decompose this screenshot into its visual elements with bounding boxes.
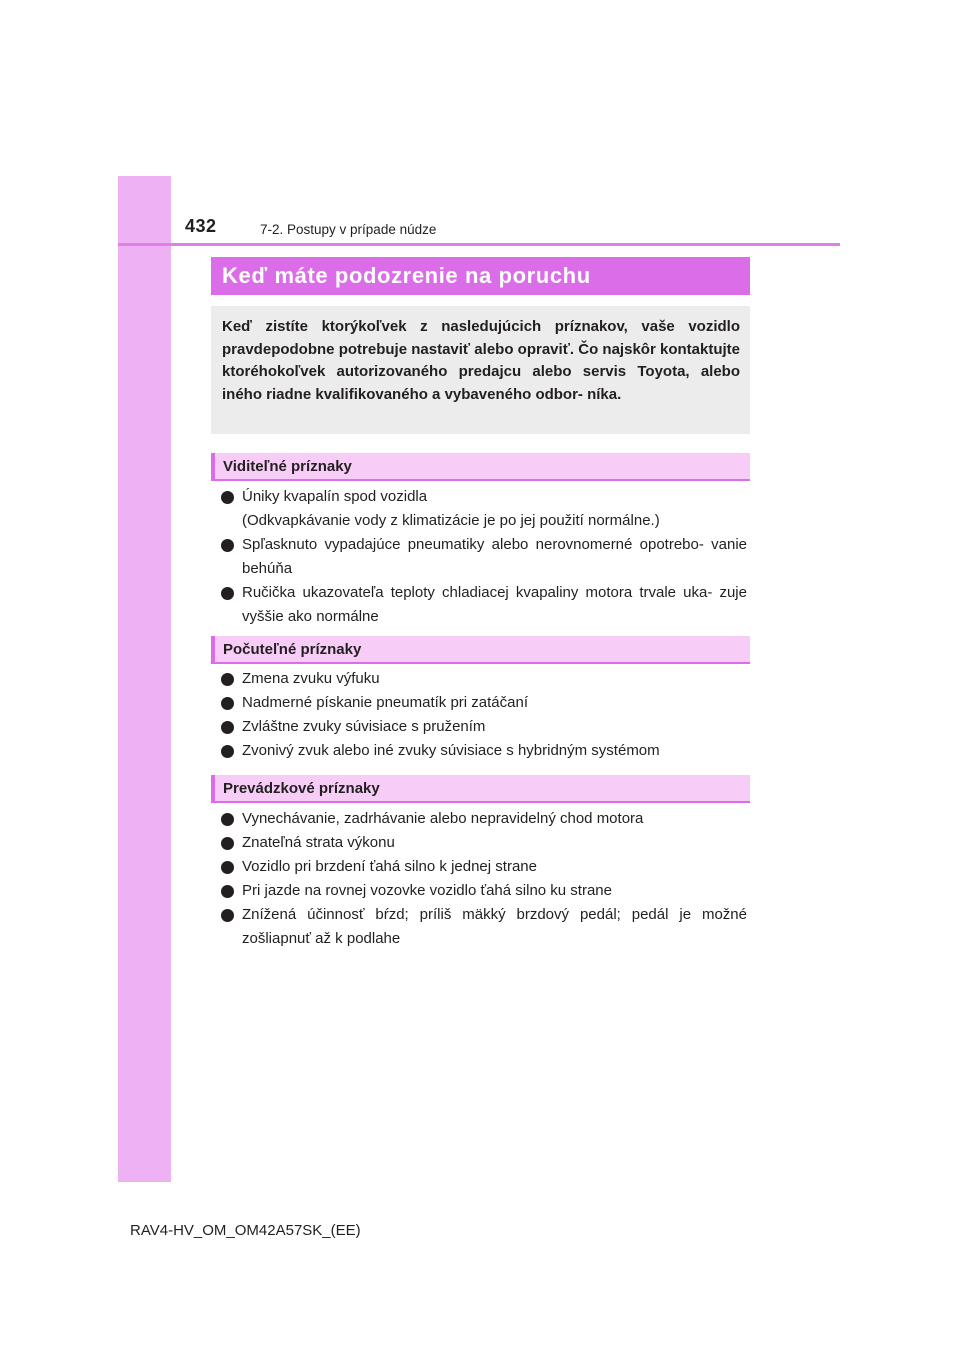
intro-box: Keď zistíte ktorýkoľvek z nasledujúcich príznakov, vaše vozidlo pravdepodobne potrebuje nastaviť alebo opraviť. Čo najskôr kontaktujte ktoréhokoľvek autorizovaného predajcu alebo servis Toyota, alebo iného riadne kvalifikovaného a vybaveného odbor- níka. bbox=[211, 306, 750, 434]
list-item bbox=[221, 485, 747, 533]
list-item bbox=[221, 831, 747, 855]
operational-symptoms-list bbox=[221, 807, 747, 951]
list-item bbox=[221, 855, 747, 879]
visible-symptoms-list bbox=[221, 485, 747, 629]
bullet-icon bbox=[221, 697, 234, 710]
section-heading-visible: Viditeľné príznaky bbox=[211, 453, 750, 481]
list-item bbox=[221, 691, 747, 715]
list-item-text: Úniky kvapalín spod vozidla bbox=[242, 488, 428, 505]
list-item-text: Znateľná strata výkonu bbox=[242, 834, 395, 851]
bullet-icon bbox=[221, 587, 234, 600]
list-item-text: Zmena zvuku výfuku bbox=[242, 670, 380, 687]
list-item bbox=[221, 667, 747, 691]
list-item-text: Pri jazde na rovnej vozovke vozidlo ťahá silno ku strane bbox=[242, 882, 612, 899]
list-item-text: Vozidlo pri brzdení ťahá silno k jednej strane bbox=[242, 858, 537, 875]
list-item bbox=[221, 715, 747, 739]
bullet-icon bbox=[221, 539, 234, 552]
bullet-icon bbox=[221, 721, 234, 734]
bullet-icon bbox=[221, 745, 234, 758]
list-item-text: Nadmerné pískanie pneumatík pri zatáčaní bbox=[242, 694, 528, 711]
list-item-note: (Odkvapkávanie vody z klimatizácie je po jej použití normálne.) bbox=[242, 512, 660, 529]
list-item bbox=[221, 903, 747, 951]
chapter-sidebar-tab bbox=[118, 176, 171, 1182]
bullet-icon bbox=[221, 861, 234, 874]
bullet-icon bbox=[221, 837, 234, 850]
list-item-text: Ručička ukazovateľa teploty chladiacej kvapaliny motora trvale uka- zuje vyššie ako normálne bbox=[242, 584, 747, 625]
section-heading-operational: Prevádzkové príznaky bbox=[211, 775, 750, 803]
list-item bbox=[221, 739, 747, 763]
section-heading-audible: Počuteľné príznaky bbox=[211, 636, 750, 664]
bullet-icon bbox=[221, 491, 234, 504]
audible-symptoms-list bbox=[221, 667, 747, 763]
list-item bbox=[221, 879, 747, 903]
list-item bbox=[221, 581, 747, 629]
bullet-icon bbox=[221, 673, 234, 686]
list-item-text: Spľasknuto vypadajúce pneumatiky alebo nerovnomerné opotrebo- vanie behúňa bbox=[242, 536, 747, 577]
page-number: 432 bbox=[185, 216, 217, 236]
document-code: RAV4-HV_OM_OM42A57SK_(EE) bbox=[130, 1222, 361, 1239]
list-item-text: Zvonivý zvuk alebo iné zvuky súvisiace s hybridným systémom bbox=[242, 742, 660, 759]
list-item bbox=[221, 807, 747, 831]
main-heading: Keď máte podozrenie na poruchu bbox=[211, 257, 750, 295]
list-item-text: Znížená účinnosť bŕzd; príliš mäkký brzdový pedál; pedál je možné zošliapnuť až k podlahe bbox=[242, 906, 747, 947]
section-title: 7-2. Postupy v prípade núdze bbox=[260, 222, 437, 237]
bullet-icon bbox=[221, 813, 234, 826]
bullet-icon bbox=[221, 909, 234, 922]
list-item-text: Zvláštne zvuky súvisiace s pružením bbox=[242, 718, 486, 735]
header-divider bbox=[118, 243, 840, 246]
bullet-icon bbox=[221, 885, 234, 898]
list-item bbox=[221, 533, 747, 581]
list-item-text: Vynechávanie, zadrhávanie alebo nepravidelný chod motora bbox=[242, 810, 644, 827]
